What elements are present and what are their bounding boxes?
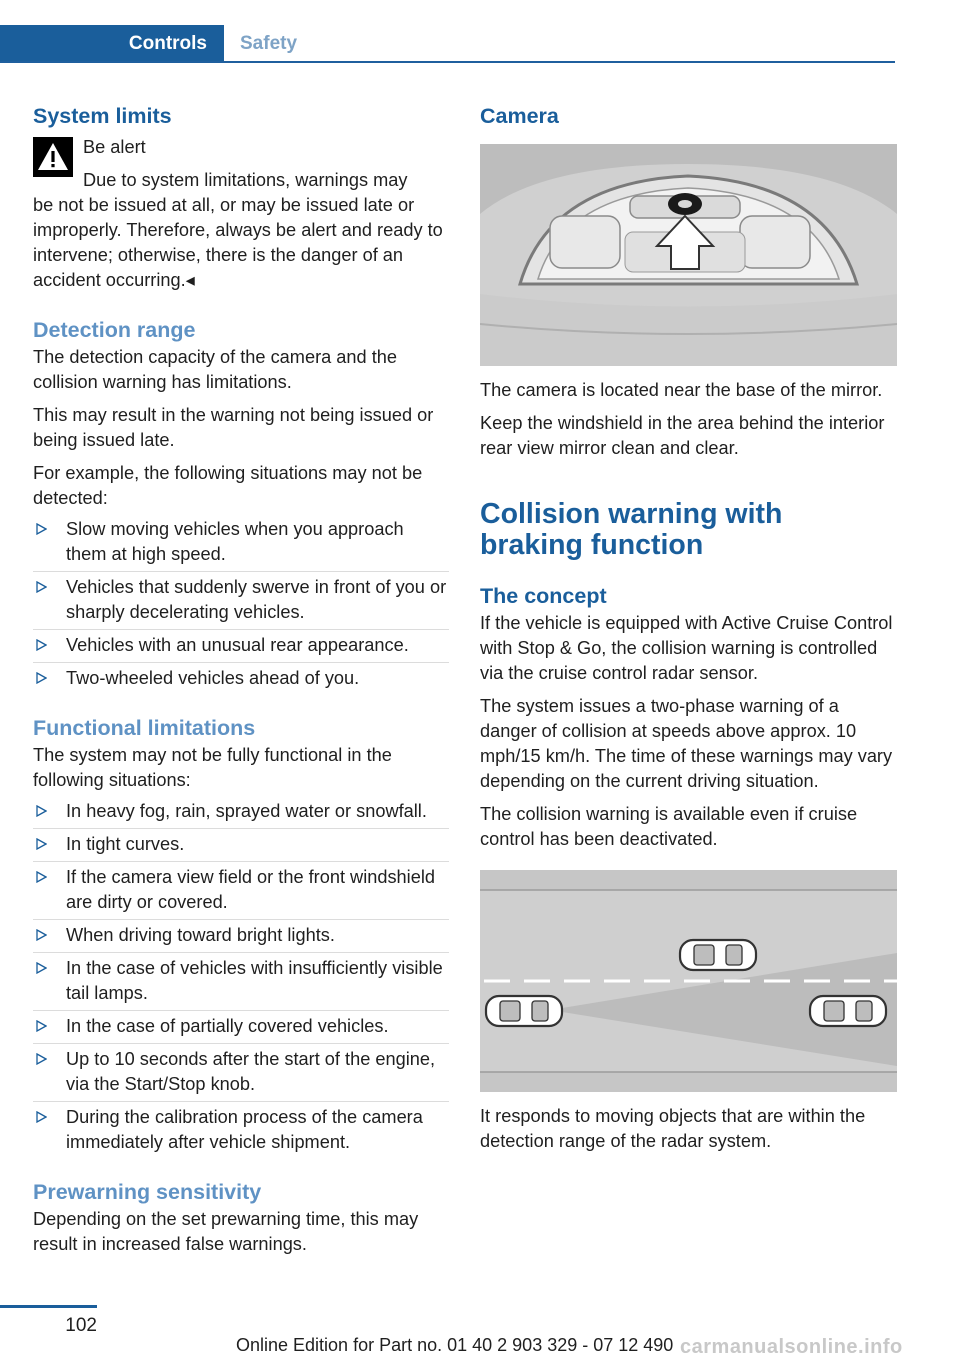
list-item: Vehicles that suddenly swerve in front of you or sharply decelerating vehicles. (33, 572, 449, 630)
radar-range-illustration (480, 870, 897, 1092)
concept-p4: It responds to moving objects that are within the detection range of the radar system. (480, 1106, 866, 1151)
functional-limitations-p1: The system may not be fully functional in the following situations: (33, 745, 392, 790)
page-number: 102 (65, 1315, 97, 1336)
detection-range-p2: This may result in the warning not being issued or being issued late. (33, 405, 434, 450)
camera-p2: Keep the windshield in the area behind the interior rear view mirror clean and clear. (480, 413, 885, 458)
list-item: In the case of vehicles with insufficiently visible tail lamps. (33, 953, 449, 1011)
bullet-triangle-icon (36, 1053, 47, 1065)
concept-p3: The collision warning is available even if cruise control has been deactivated. (480, 804, 858, 849)
detection-range-heading: Detection range (33, 318, 196, 342)
bullet-triangle-icon (36, 672, 47, 684)
warning-triangle-icon (33, 137, 73, 177)
list-item: In heavy fog, rain, sprayed water or snowfall. (33, 796, 449, 829)
detection-range-list (33, 514, 449, 695)
list-item: When driving toward bright lights. (33, 920, 449, 953)
concept-p2: The system issues a two-phase warning of a danger of collision at speeds above approx. 10 mph/15 km/h. The time of these warnings may vary depending on the current driving situation. (480, 696, 893, 791)
warning-block (33, 135, 449, 293)
warning-text: be not be issued at all, or may be issued late or improperly. Therefore, always be alert and ready to intervene; otherwise, there is the danger of an accident occurring.◂ (33, 195, 443, 290)
edition-text: Online Edition for Part no. 01 40 2 903 329 - 07 12 490 (236, 1335, 674, 1355)
list-item: Slow moving vehicles when you approach them at high speed. (33, 514, 449, 572)
bullet-triangle-icon (36, 962, 47, 974)
prewarning-p1: Depending on the set prewarning time, this may result in increased false warnings. (33, 1209, 419, 1254)
concept-p1: If the vehicle is equipped with Active Cruise Control with Stop & Go, the collision warning is controlled via the cruise control radar sensor. (480, 613, 893, 683)
header-rule (0, 61, 895, 63)
bullet-triangle-icon (36, 581, 47, 593)
warning-title: Be alert (83, 137, 146, 157)
list-item: In the case of partially covered vehicles. (33, 1011, 449, 1044)
system-limits-heading: System limits (33, 104, 172, 128)
detection-range-p3: For example, the following situations may not be detected: (33, 463, 423, 508)
tab-controls[interactable]: Controls (0, 25, 224, 63)
camera-illustration (480, 144, 897, 366)
bullet-triangle-icon (36, 838, 47, 850)
bullet-triangle-icon (36, 871, 47, 883)
detection-range-p1: The detection capacity of the camera and the collision warning has limitations. (33, 347, 397, 392)
tab-safety[interactable]: Safety (240, 33, 298, 54)
car-icon (486, 996, 562, 1026)
list-item: If the camera view field or the front windshield are dirty or covered. (33, 862, 449, 920)
list-item: During the calibration process of the camera immediately after vehicle shipment. (33, 1102, 449, 1159)
bullet-triangle-icon (36, 805, 47, 817)
prewarning-heading: Prewarning sensitivity (33, 1180, 262, 1204)
warning-text-first-line: Due to system limitations, warnings may (83, 170, 408, 190)
collision-warning-heading-line1: Collision warning with (480, 498, 783, 530)
camera-heading: Camera (480, 104, 559, 128)
right-column (480, 100, 897, 1162)
list-item: Vehicles with an unusual rear appearance. (33, 630, 449, 663)
car-icon (810, 996, 886, 1026)
bullet-triangle-icon (36, 639, 47, 651)
watermark: carmanualsonline.info (680, 1336, 903, 1358)
collision-warning-heading-line2: braking function (480, 529, 704, 561)
bullet-triangle-icon (36, 523, 47, 535)
car-icon (680, 940, 756, 970)
functional-limitations-heading: Functional limitations (33, 716, 256, 740)
left-column (33, 100, 449, 1265)
list-item: Two-wheeled vehicles ahead of you. (33, 663, 449, 695)
bullet-triangle-icon (36, 929, 47, 941)
list-item: Up to 10 seconds after the start of the engine, via the Start/Stop knob. (33, 1044, 449, 1102)
functional-limitations-list (33, 796, 449, 1159)
camera-p1: The camera is located near the base of the mirror. (480, 380, 883, 400)
list-item: In tight curves. (33, 829, 449, 862)
bullet-triangle-icon (36, 1020, 47, 1032)
concept-heading: The concept (480, 584, 607, 608)
bullet-triangle-icon (36, 1111, 47, 1123)
page-header (0, 25, 895, 63)
footer-rule (0, 1305, 97, 1308)
